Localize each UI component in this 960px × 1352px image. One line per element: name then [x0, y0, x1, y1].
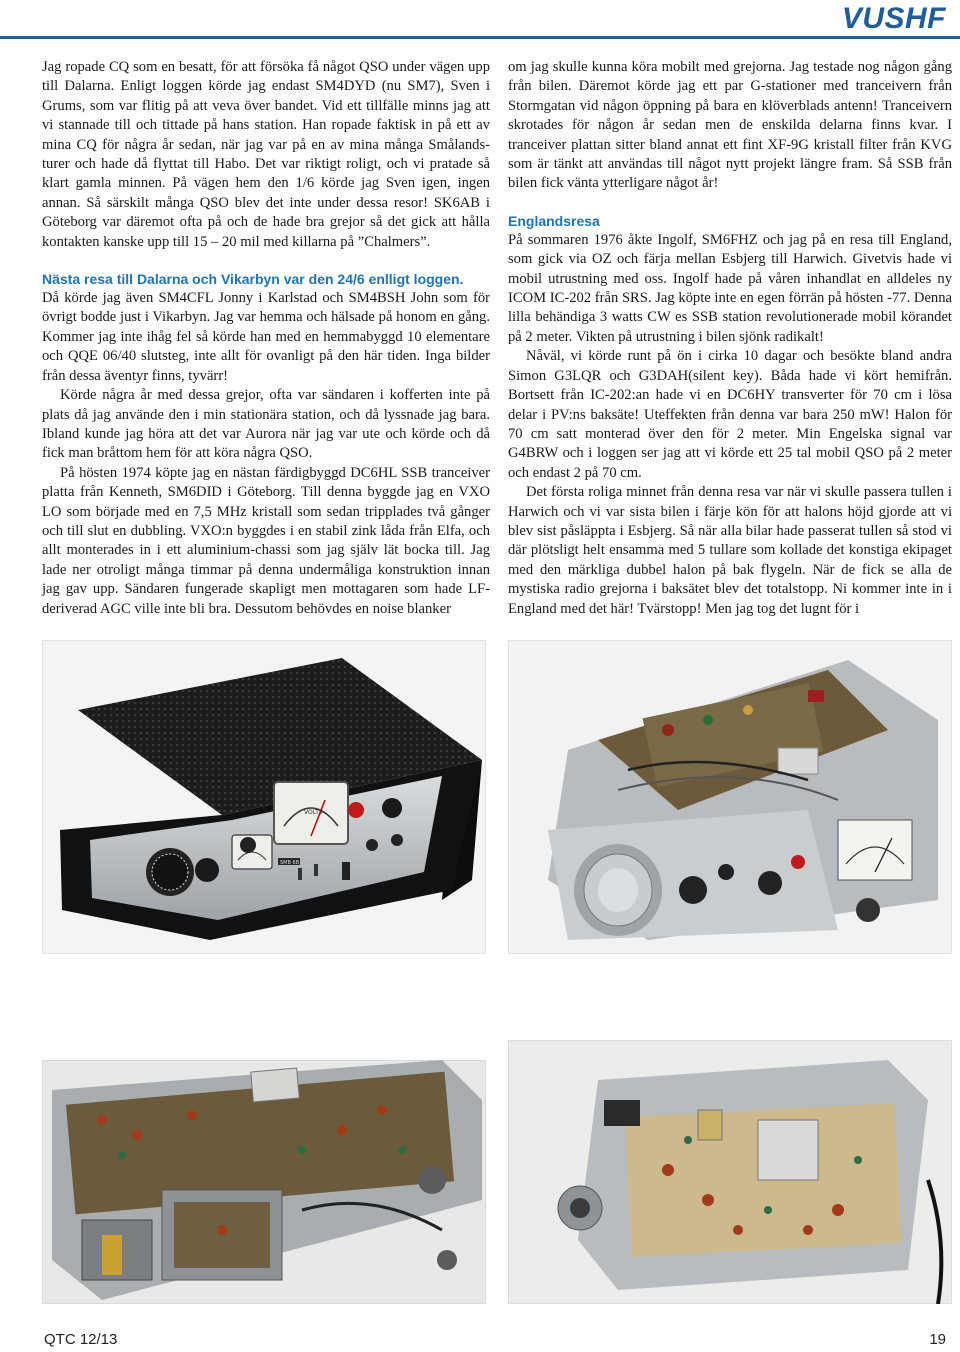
- page-header: [0, 0, 960, 40]
- brand-label: SMB 6B: [280, 860, 300, 866]
- footer-page-number: 19: [929, 1331, 946, 1348]
- left-paragraph-3: Körde några år med dessa grejor, ofta var sändaren i kofferten inte på plats då jag använde den i min stationära station, och då lyssnade jag bara. Ibland kunde jag höra att det var Aurora när jag var ute och körde och då fick man bråttom hem för att köra några QSO.: [42, 387, 490, 462]
- left-paragraph-4: På hösten 1974 köpte jag en nästan färdigbyggd DC6HL SSB tranceiver platta från Kenneth, SM6DID i Göteborg. Till denna byggde jag en VXO LO som började med en 7,5 MHz kristall som sedan tripplades två gånger och till slut en dubbling. VXO:n byggdes i en stabil zink låda från Elfa, och allt monterades in i ett aluminium-chassi som jag själv lät bocka till. Jag lade ner otroligt många timmar på denna undermåliga konstruktion innan jag gav upp. Sändaren fungerade skapligt men mottagaren som hade LF-deriverad AGC ville inte bli bra. Dessutom behövdes en noise blanker: [42, 464, 490, 617]
- left-paragraph-1: Jag ropade CQ som en besatt, för att försöka få något QSO under vägen upp till Dalarna. Enligt loggen körde jag endast SM4DYD (nu SM7), Sven i Grums, som var flitig på att veva över bandet. Vid ett tillfälle minns jag att vi stannade till och tittade på hans station. Han ropade faktisk in på ett av mina CQ för några år sedan, när jag var på en av mina många Smålands-turer och hade då flyttat till Habo. Det var riktigt roligt, och vi pratade så klart gamla minnen. På vägen hem den 1/6 körde jag Sven igen, ingen annan. Så särskilt många QSO blev det inte under dessa resor! SK6AB i Göteborg var däremot ofta på och de hade bra grejor så det gick att hålla kontakten kanske upp till 15 – 20 mil med killarna på ”Chalmers”.: [42, 59, 490, 250]
- transceiver-illustration: [42, 640, 486, 954]
- right-paragraph-2: På sommaren 1976 åkte Ingolf, SM6FHZ och jag på en resa till England, som gick via OZ och färja mellan Esbjerg till Harwich. Givetvis hade vi mobil utrustning med oss. Ingolf hade på våren inhandlat en alldeles ny ICOM IC-202 från SRS. Jag köpte inte en egen förrän på hösten -77. Denna lilla behändiga 3 watts CW es SSB station revolutionerade mobil körandet på 2 meter. Vikten på utrustning i bilen sjönk radikalt!: [508, 231, 952, 345]
- transverter-illustration: [508, 1040, 952, 1304]
- left-column: [42, 58, 490, 619]
- chassis-illustration: [508, 640, 952, 954]
- board-illustration: [42, 1060, 486, 1304]
- photo-aluminium-chassis: [508, 640, 952, 954]
- right-paragraph-3: Nåväl, vi körde runt på ön i cirka 10 dagar och besökte bland andra Simon G3LQR och G3DAH(silent key). Båda hade vi kört hemifrån. Bortsett från IC-202:an hade vi en DC6HY transverter för 70 cm i lösa delar i PV:ns baksäte! Uteffekten från denna var bara 250 mW! Halon för 70 cm satt monterad över den för 2 meter. Min Engelska signal var G4BRW och i loggen ser jag att vi körde ett 25 tal mobil QSO på 2 meter och endast 2 på 70 cm.: [508, 348, 952, 481]
- footer-publication: QTC 12/13: [44, 1331, 118, 1348]
- photo-transceiver-board: [42, 1060, 486, 1304]
- right-paragraph-4: Det första roliga minnet från denna resa var när vi skulle passera tullen i Harwich och vi var sista bilen i färje kön för att halons höjd gjorde att vi blev sist påsläppta i Esbjerg. Så när alla bilar hade passerat tullen så stod vi där plötsligt helt ensamma med 5 tullare som kollade det konstiga ekipaget med den märkliga dubbel halon på bak flygeln. När de fick se alla de mystiska radio grejorna i baksätet blev det totalstopp. Ni kommer inte in i England med det här! Tvärstopp! Men jag tog det lugnt för i: [508, 484, 952, 617]
- header-rule: [0, 36, 960, 39]
- photo-transverter: [508, 1040, 952, 1304]
- right-paragraph-1: om jag skulle kunna köra mobilt med grejorna. Jag testade nog någon gång från bilen. Däremot körde jag ett par G-stationer med tranceivern från Stormgatan vid någon öppning på bara en klöverblads antenn! Tranceivern skrotades för någon år sedan men de enskilda delarna finns kvar. I tranceiver plattan sitter bland annat ett fint XF-9G kristall filter från KVG som är tänkt att användas till något nytt projekt längre fram. Så SSB från bilen fick vänta ytterligare något år!: [508, 59, 952, 192]
- right-subheading: Englandsresa: [508, 212, 600, 229]
- right-column: [508, 58, 952, 619]
- left-paragraph-2: Då körde jag även SM4CFL Jonny i Karlstad och SM4BSH John som för övrigt bodde just i Vikarbyn. Jag var hemma och hälsade på honom en gång. Kommer jag inte ihåg fel så körde han med en hemmabyggd 10 elementare och QQE 06/40 slutsteg, inte allt för ovanligt på den här tiden. Inga bilder från dessa äventyr finns, tyvärr!: [42, 290, 490, 384]
- meter-label: VOLTS: [304, 809, 323, 816]
- section-title: VUSHF: [841, 2, 946, 35]
- left-subheading: Nästa resa till Dalarna och Vikarbyn var den 24/6 enlligt loggen.: [42, 271, 464, 288]
- photo-transceiver: [42, 640, 486, 954]
